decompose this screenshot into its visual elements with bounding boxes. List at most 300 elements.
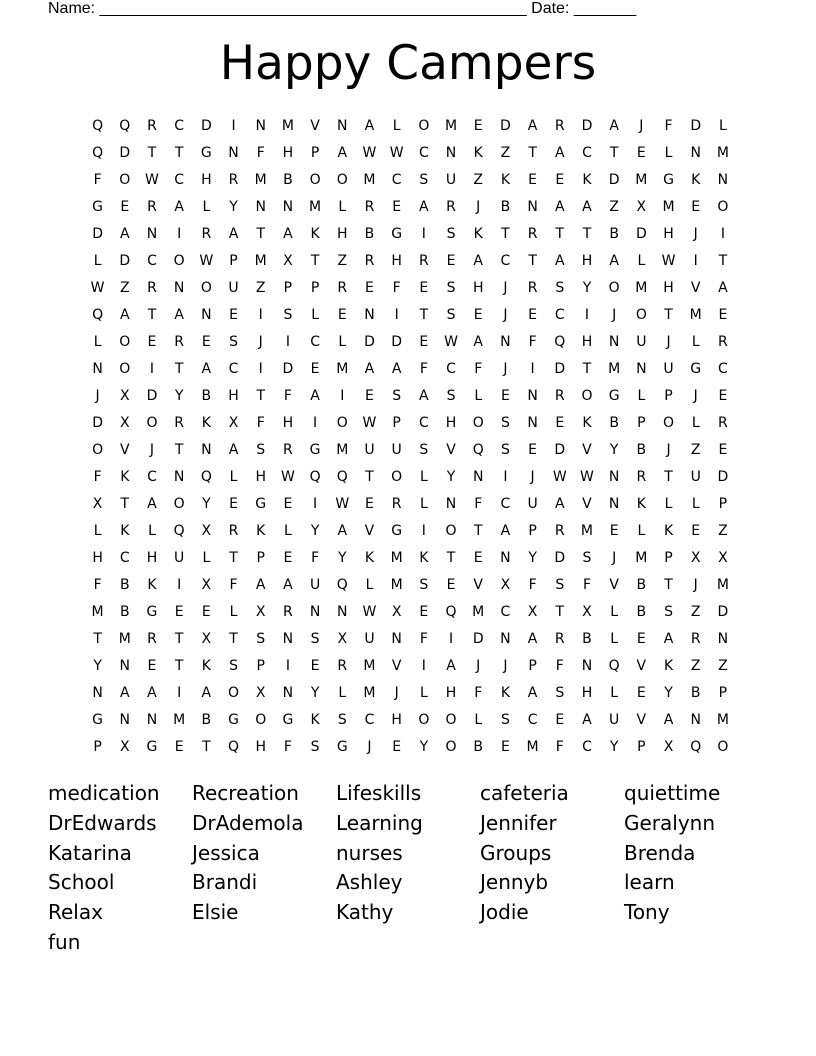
grid-letter: Z — [119, 279, 130, 296]
grid-letter: F — [93, 576, 102, 593]
grid-letter: J — [612, 549, 617, 566]
grid-letter: S — [392, 387, 402, 404]
grid-letter: N — [500, 549, 511, 566]
grid-letter: N — [636, 360, 647, 377]
grid-letter: U — [445, 171, 457, 188]
grid-letter: N — [228, 144, 239, 161]
grid-letter: O — [445, 522, 457, 539]
grid-letter: C — [147, 468, 157, 485]
grid-letter: M — [716, 576, 729, 593]
grid-letter: K — [582, 171, 592, 188]
grid-letter: O — [119, 360, 131, 377]
grid-letter: E — [365, 387, 374, 404]
grid-letter: L — [637, 522, 646, 539]
grid-letter: Q — [200, 468, 212, 485]
grid-letter: R — [391, 495, 402, 512]
grid-letter: T — [419, 306, 429, 323]
grid-letter: G — [146, 603, 158, 620]
grid-letter: A — [419, 387, 429, 404]
grid-letter: E — [473, 549, 483, 566]
word-bank-item: Jennyb — [480, 870, 549, 895]
grid-letter: Z — [690, 657, 701, 674]
grid-letter: E — [120, 198, 130, 215]
grid-letter: H — [445, 684, 457, 701]
grid-letter: E — [419, 333, 429, 350]
grid-letter: E — [229, 495, 238, 512]
grid-letter: D — [282, 360, 294, 377]
grid-letter: P — [637, 414, 646, 431]
grid-letter: V — [310, 117, 320, 134]
grid-letter: S — [229, 333, 238, 350]
grid-letter: X — [337, 630, 348, 647]
grid-letter: B — [364, 225, 375, 242]
grid-letter: R — [228, 522, 239, 539]
grid-letter: P — [256, 549, 265, 566]
grid-letter: Q — [554, 333, 566, 350]
grid-letter: O — [309, 171, 321, 188]
grid-letter: R — [636, 468, 647, 485]
grid-letter: H — [445, 414, 457, 431]
grid-letter: A — [201, 360, 212, 377]
grid-letter: Q — [173, 522, 185, 539]
grid-letter: N — [717, 171, 729, 188]
grid-letter: A — [527, 684, 538, 701]
grid-letter: F — [93, 171, 102, 188]
grid-letter: U — [391, 441, 402, 458]
grid-letter: T — [664, 306, 673, 323]
grid-letter: R — [147, 279, 157, 296]
grid-letter: N — [445, 144, 457, 161]
grid-letter: T — [446, 549, 456, 566]
grid-letter: L — [229, 603, 238, 620]
grid-letter: R — [527, 225, 538, 242]
grid-letter: A — [609, 117, 619, 134]
grid-letter: L — [610, 630, 619, 647]
grid-letter: R — [174, 414, 185, 431]
grid-letter: Z — [255, 279, 266, 296]
grid-letter: L — [419, 684, 428, 701]
grid-letter: T — [664, 468, 673, 485]
grid-letter: Y — [202, 495, 211, 512]
grid-letter: C — [391, 171, 402, 188]
grid-letter: H — [201, 171, 212, 188]
grid-letter: W — [362, 603, 377, 620]
grid-letter: A — [119, 306, 130, 323]
grid-letter: L — [93, 252, 102, 269]
grid-letter: H — [581, 252, 593, 269]
grid-letter: E — [636, 630, 646, 647]
grid-letter: E — [446, 576, 456, 593]
grid-letter: H — [663, 225, 674, 242]
grid-letter: N — [282, 198, 294, 215]
grid-letter: X — [119, 414, 130, 431]
grid-letter: Q — [92, 144, 104, 161]
word-bank-item: fun — [48, 929, 81, 954]
grid-letter: A — [310, 387, 320, 404]
grid-letter: F — [528, 576, 537, 593]
grid-letter: G — [146, 738, 158, 755]
word-bank-item: DrEdwards — [48, 810, 157, 835]
grid-letter: I — [421, 225, 426, 242]
grid-letter: L — [719, 117, 727, 134]
grid-letter: O — [445, 738, 457, 755]
grid-letter: D — [554, 360, 566, 377]
grid-letter: R — [283, 441, 293, 458]
grid-letter: R — [337, 657, 348, 674]
grid-letter: I — [313, 495, 318, 512]
grid-letter: E — [718, 441, 728, 458]
grid-letter: N — [472, 468, 484, 485]
grid-letter: S — [283, 306, 293, 323]
grid-letter: F — [419, 360, 428, 377]
word-bank-item: Relax — [48, 900, 103, 925]
grid-letter: N — [255, 198, 266, 215]
grid-letter: L — [202, 549, 211, 566]
grid-letter: E — [555, 711, 565, 728]
grid-letter: M — [281, 117, 294, 134]
grid-letter: F — [311, 549, 320, 566]
grid-letter: W — [280, 468, 295, 485]
grid-letter: A — [473, 333, 483, 350]
grid-letter: C — [718, 360, 728, 377]
grid-letter: T — [120, 495, 130, 512]
grid-letter: X — [500, 576, 511, 593]
grid-letter: O — [445, 711, 457, 728]
grid-letter: H — [228, 387, 239, 404]
grid-letter: Z — [690, 441, 701, 458]
grid-letter: N — [173, 468, 185, 485]
grid-letter: M — [254, 252, 267, 269]
grid-letter: M — [363, 684, 376, 701]
grid-letter: F — [256, 144, 265, 161]
word-bank — [48, 779, 768, 958]
grid-letter: N — [608, 495, 620, 512]
grid-letter: I — [503, 468, 508, 485]
grid-letter: I — [149, 360, 155, 377]
word-bank-item: quiettime — [624, 781, 721, 805]
grid-letter: E — [229, 306, 238, 323]
grid-letter: J — [503, 279, 508, 296]
grid-letter: T — [609, 144, 619, 161]
grid-letter: M — [118, 630, 131, 647]
grid-letter: S — [582, 549, 592, 566]
grid-letter: M — [689, 306, 702, 323]
grid-letter: T — [256, 387, 265, 404]
grid-letter: N — [500, 630, 511, 647]
grid-letter: A — [174, 198, 184, 215]
grid-letter: P — [256, 657, 265, 674]
grid-letter: W — [199, 252, 214, 269]
grid-letter: N — [255, 117, 266, 134]
grid-letter: U — [690, 468, 701, 485]
grid-letter: A — [527, 117, 538, 134]
grid-letter: X — [690, 549, 701, 566]
grid-letter: I — [313, 414, 318, 431]
grid-letter: B — [636, 441, 647, 458]
grid-letter: N — [581, 657, 593, 674]
grid-letter: O — [255, 711, 267, 728]
grid-letter: P — [283, 279, 293, 296]
grid-letter: O — [391, 468, 403, 485]
grid-letter: I — [394, 306, 399, 323]
grid-letter: A — [119, 684, 130, 701]
grid-letter: O — [200, 279, 212, 296]
grid-letter: I — [177, 225, 182, 242]
grid-letter: H — [391, 711, 402, 728]
grid-letter: U — [228, 279, 239, 296]
grid-letter: N — [92, 684, 103, 701]
grid-letter: L — [637, 252, 646, 269]
grid-letter: A — [147, 495, 157, 512]
grid-letter: A — [337, 522, 348, 539]
grid-letter: G — [690, 360, 702, 377]
grid-letter: V — [636, 711, 647, 728]
grid-letter: G — [92, 198, 104, 215]
grid-letter: R — [527, 279, 538, 296]
grid-letter: C — [500, 603, 511, 620]
grid-letter: B — [690, 684, 701, 701]
grid-letter: N — [527, 414, 538, 431]
grid-letter: E — [419, 603, 429, 620]
grid-letter: I — [584, 306, 590, 323]
grid-letter: O — [717, 738, 729, 755]
grid-letter: L — [691, 333, 700, 350]
grid-letter: O — [92, 441, 104, 458]
grid-letter: G — [663, 171, 674, 188]
grid-letter: X — [527, 603, 538, 620]
grid-letter: M — [635, 549, 648, 566]
grid-letter: K — [310, 225, 320, 242]
word-bank-item: Tony — [624, 900, 670, 925]
grid-letter: S — [446, 306, 456, 323]
grid-letter: S — [229, 657, 238, 674]
grid-letter: E — [528, 171, 538, 188]
grid-letter: I — [720, 225, 725, 242]
grid-letter: U — [174, 549, 185, 566]
grid-letter: L — [93, 522, 102, 539]
grid-letter: T — [718, 252, 728, 269]
grid-letter: C — [174, 171, 185, 188]
word-bank-item: Kathy — [336, 900, 394, 925]
grid-letter: A — [391, 360, 402, 377]
grid-letter: D — [717, 468, 729, 485]
grid-letter: A — [446, 657, 456, 674]
grid-letter: F — [93, 468, 102, 485]
grid-letter: E — [283, 495, 293, 512]
grid-letter: L — [338, 333, 347, 350]
grid-letter: G — [309, 441, 321, 458]
grid-letter: Q — [92, 117, 104, 134]
grid-letter: U — [364, 630, 375, 647]
grid-letter: T — [147, 144, 157, 161]
grid-letter: D — [554, 549, 566, 566]
grid-letter: J — [639, 117, 644, 134]
letter-grid — [84, 112, 737, 760]
grid-letter: O — [717, 198, 729, 215]
grid-letter: M — [254, 171, 267, 188]
grid-letter: K — [201, 657, 211, 674]
grid-letter: R — [283, 603, 293, 620]
grid-letter: L — [392, 117, 401, 134]
grid-letter: A — [582, 198, 592, 215]
grid-letter: J — [503, 306, 508, 323]
grid-letter: V — [119, 441, 130, 458]
grid-letter: Q — [92, 306, 104, 323]
grid-letter: I — [448, 630, 454, 647]
grid-letter: T — [528, 252, 537, 269]
grid-letter: F — [582, 576, 591, 593]
grid-letter: O — [173, 252, 185, 269]
word-bank-item: medication — [48, 781, 160, 805]
grid-letter: X — [283, 252, 293, 269]
grid-letter: C — [554, 306, 565, 323]
grid-letter: S — [555, 279, 565, 296]
grid-letter: J — [693, 387, 698, 404]
grid-letter: B — [201, 711, 212, 728]
grid-letter: E — [636, 144, 646, 161]
grid-letter: M — [390, 549, 403, 566]
grid-letter: R — [147, 117, 157, 134]
grid-letter: F — [392, 279, 401, 296]
grid-letter: D — [364, 333, 375, 350]
grid-letter: Q — [472, 441, 484, 458]
grid-letter: N — [500, 333, 511, 350]
grid-letter: W — [580, 468, 594, 485]
grid-letter: T — [664, 576, 673, 593]
grid-letter: F — [256, 414, 265, 431]
grid-letter: M — [716, 711, 729, 728]
grid-letter: D — [717, 603, 729, 620]
grid-letter: R — [554, 387, 565, 404]
word-bank-item: Jessica — [192, 840, 260, 865]
grid-letter: V — [391, 657, 402, 674]
grid-letter: N — [282, 684, 294, 701]
grid-letter: O — [472, 414, 484, 431]
grid-letter: D — [581, 117, 593, 134]
grid-letter: O — [663, 414, 675, 431]
grid-letter: J — [693, 225, 698, 242]
grid-letter: N — [146, 225, 158, 242]
grid-letter: F — [555, 738, 564, 755]
grid-letter: X — [119, 738, 130, 755]
grid-letter: A — [337, 144, 348, 161]
grid-letter: L — [691, 414, 700, 431]
grid-letter: A — [554, 198, 565, 215]
grid-letter: A — [228, 225, 239, 242]
grid-letter: L — [610, 603, 619, 620]
grid-letter: C — [527, 711, 538, 728]
grid-letter: D — [500, 117, 511, 134]
grid-letter: A — [527, 630, 538, 647]
grid-letter: M — [363, 657, 376, 674]
grid-letter: K — [419, 549, 429, 566]
grid-letter: Y — [609, 738, 619, 755]
grid-letter: J — [503, 657, 508, 674]
grid-letter: A — [663, 711, 674, 728]
grid-letter: O — [635, 306, 647, 323]
grid-letter: L — [664, 495, 673, 512]
grid-letter: O — [581, 387, 593, 404]
grid-letter: L — [419, 495, 428, 512]
word-bank-item: Jennifer — [480, 810, 557, 835]
grid-letter: G — [336, 738, 348, 755]
grid-letter: N — [690, 711, 701, 728]
grid-letter: L — [338, 684, 347, 701]
grid-letter: A — [283, 225, 293, 242]
grid-letter: O — [119, 171, 131, 188]
grid-letter: X — [718, 549, 728, 566]
grid-letter: L — [474, 711, 483, 728]
grid-letter: H — [581, 333, 593, 350]
grid-letter: R — [228, 171, 239, 188]
grid-letter: E — [691, 522, 701, 539]
grid-letter: H — [255, 738, 266, 755]
grid-letter: T — [174, 144, 184, 161]
grid-letter: M — [635, 279, 648, 296]
grid-letter: O — [336, 414, 348, 431]
grid-letter: V — [636, 657, 647, 674]
grid-letter: S — [500, 414, 510, 431]
grid-letter: U — [636, 333, 647, 350]
grid-letter: C — [446, 360, 456, 377]
grid-letter: X — [636, 198, 647, 215]
grid-letter: A — [119, 225, 130, 242]
grid-letter: P — [310, 144, 320, 161]
grid-letter: A — [228, 441, 239, 458]
grid-letter: P — [310, 279, 320, 296]
grid-letter: E — [392, 738, 402, 755]
grid-letter: N — [92, 360, 103, 377]
grid-letter: I — [340, 387, 345, 404]
grid-letter: S — [446, 279, 456, 296]
grid-letter: X — [92, 495, 103, 512]
grid-letter: A — [364, 360, 375, 377]
grid-letter: H — [337, 225, 348, 242]
grid-letter: T — [174, 441, 184, 458]
word-bank-item: Lifeskills — [336, 781, 422, 805]
grid-letter: J — [394, 684, 399, 701]
grid-letter: Y — [338, 549, 347, 566]
grid-letter: P — [664, 387, 673, 404]
grid-letter: Q — [336, 468, 348, 485]
word-bank-item: Groups — [480, 840, 552, 865]
grid-letter: A — [364, 117, 375, 134]
grid-letter: X — [255, 684, 266, 701]
grid-letter: K — [500, 684, 510, 701]
grid-letter: N — [173, 279, 185, 296]
grid-letter: J — [612, 306, 617, 323]
grid-letter: N — [364, 306, 375, 323]
grid-letter: L — [610, 684, 619, 701]
grid-letter: U — [309, 576, 321, 593]
grid-letter: F — [528, 333, 537, 350]
grid-letter: G — [608, 387, 620, 404]
grid-letter: W — [362, 414, 377, 431]
grid-letter: L — [637, 387, 646, 404]
grid-letter: U — [663, 360, 674, 377]
grid-letter: V — [446, 441, 456, 458]
grid-letter: K — [500, 171, 510, 188]
grid-letter: C — [147, 252, 157, 269]
grid-letter: I — [258, 360, 263, 377]
grid-letter: N — [282, 630, 294, 647]
grid-letter: E — [500, 738, 510, 755]
grid-letter: S — [500, 441, 510, 458]
grid-letter: I — [530, 360, 535, 377]
grid-letter: R — [174, 333, 185, 350]
grid-letter: K — [663, 522, 674, 539]
grid-letter: W — [661, 252, 676, 269]
